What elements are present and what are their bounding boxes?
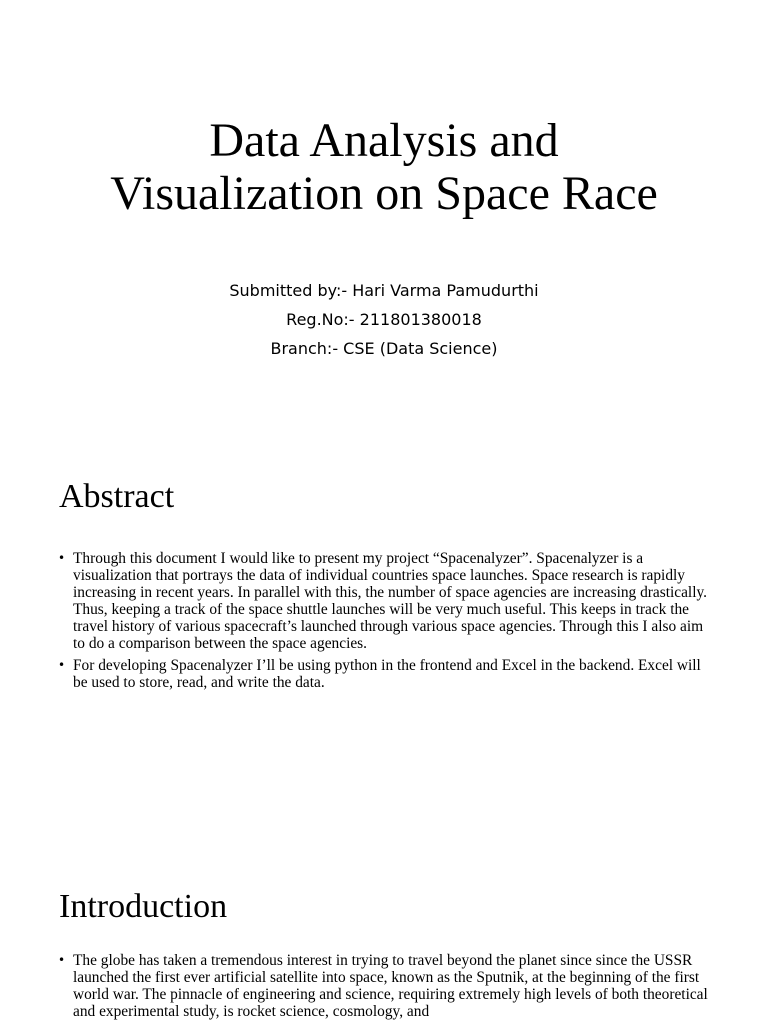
bullet-icon: • [58,551,66,565]
abstract-bullet-2 [56,657,716,691]
abstract-bullet-1 [56,550,716,652]
bullet-text: For developing Spacenalyzer I’ll be using python in the frontend and Excel in the backend. Excel will be used to store, read, and write the data. [73,657,701,691]
title-line-1: Data Analysis and [209,114,559,167]
registration-number: Reg.No:- 211801380018 [286,310,482,329]
bullet-icon: • [58,953,66,967]
document-title [0,114,768,220]
branch: Branch:- CSE (Data Science) [270,339,498,358]
introduction-bullet-list [56,952,716,1024]
abstract-bullet-list [56,550,716,696]
bullet-text: Through this document I would like to present my project “Spacenalyzer”. Spacenalyzer is a visualization that portrays the data of individual countries space launches. Space research is rapidly increasing in recent years. In parallel with this, the number of space agencies are increasing drastically. Thus, keeping a track of the space shuttle launches will be very much useful. This keeps in track the travel history of various spacecraft’s launched through various space agencies. Through this I also aim to do a comparison between the space agencies. [73,550,708,652]
title-slide [0,0,768,410]
abstract-slide [0,410,768,820]
introduction-bullet-1 [56,952,716,1020]
introduction-heading: Introduction [59,888,228,925]
submitted-by: Submitted by:- Hari Varma Pamudurthi [229,281,539,300]
title-line-2: Visualization on Space Race [110,167,658,220]
bullet-text: The globe has taken a tremendous interest in trying to travel beyond the planet since since the USSR launched the first ever artificial satellite into space, known as the Sputnik, at the beginning of the first world war. The pinnacle of engineering and science, requiring extremely high levels of both theoretical and experimental study, is rocket science, cosmology, and [73,952,708,1020]
bullet-icon: • [58,658,66,672]
abstract-heading: Abstract [59,478,175,515]
submission-details [0,276,768,363]
introduction-slide [0,820,768,1024]
